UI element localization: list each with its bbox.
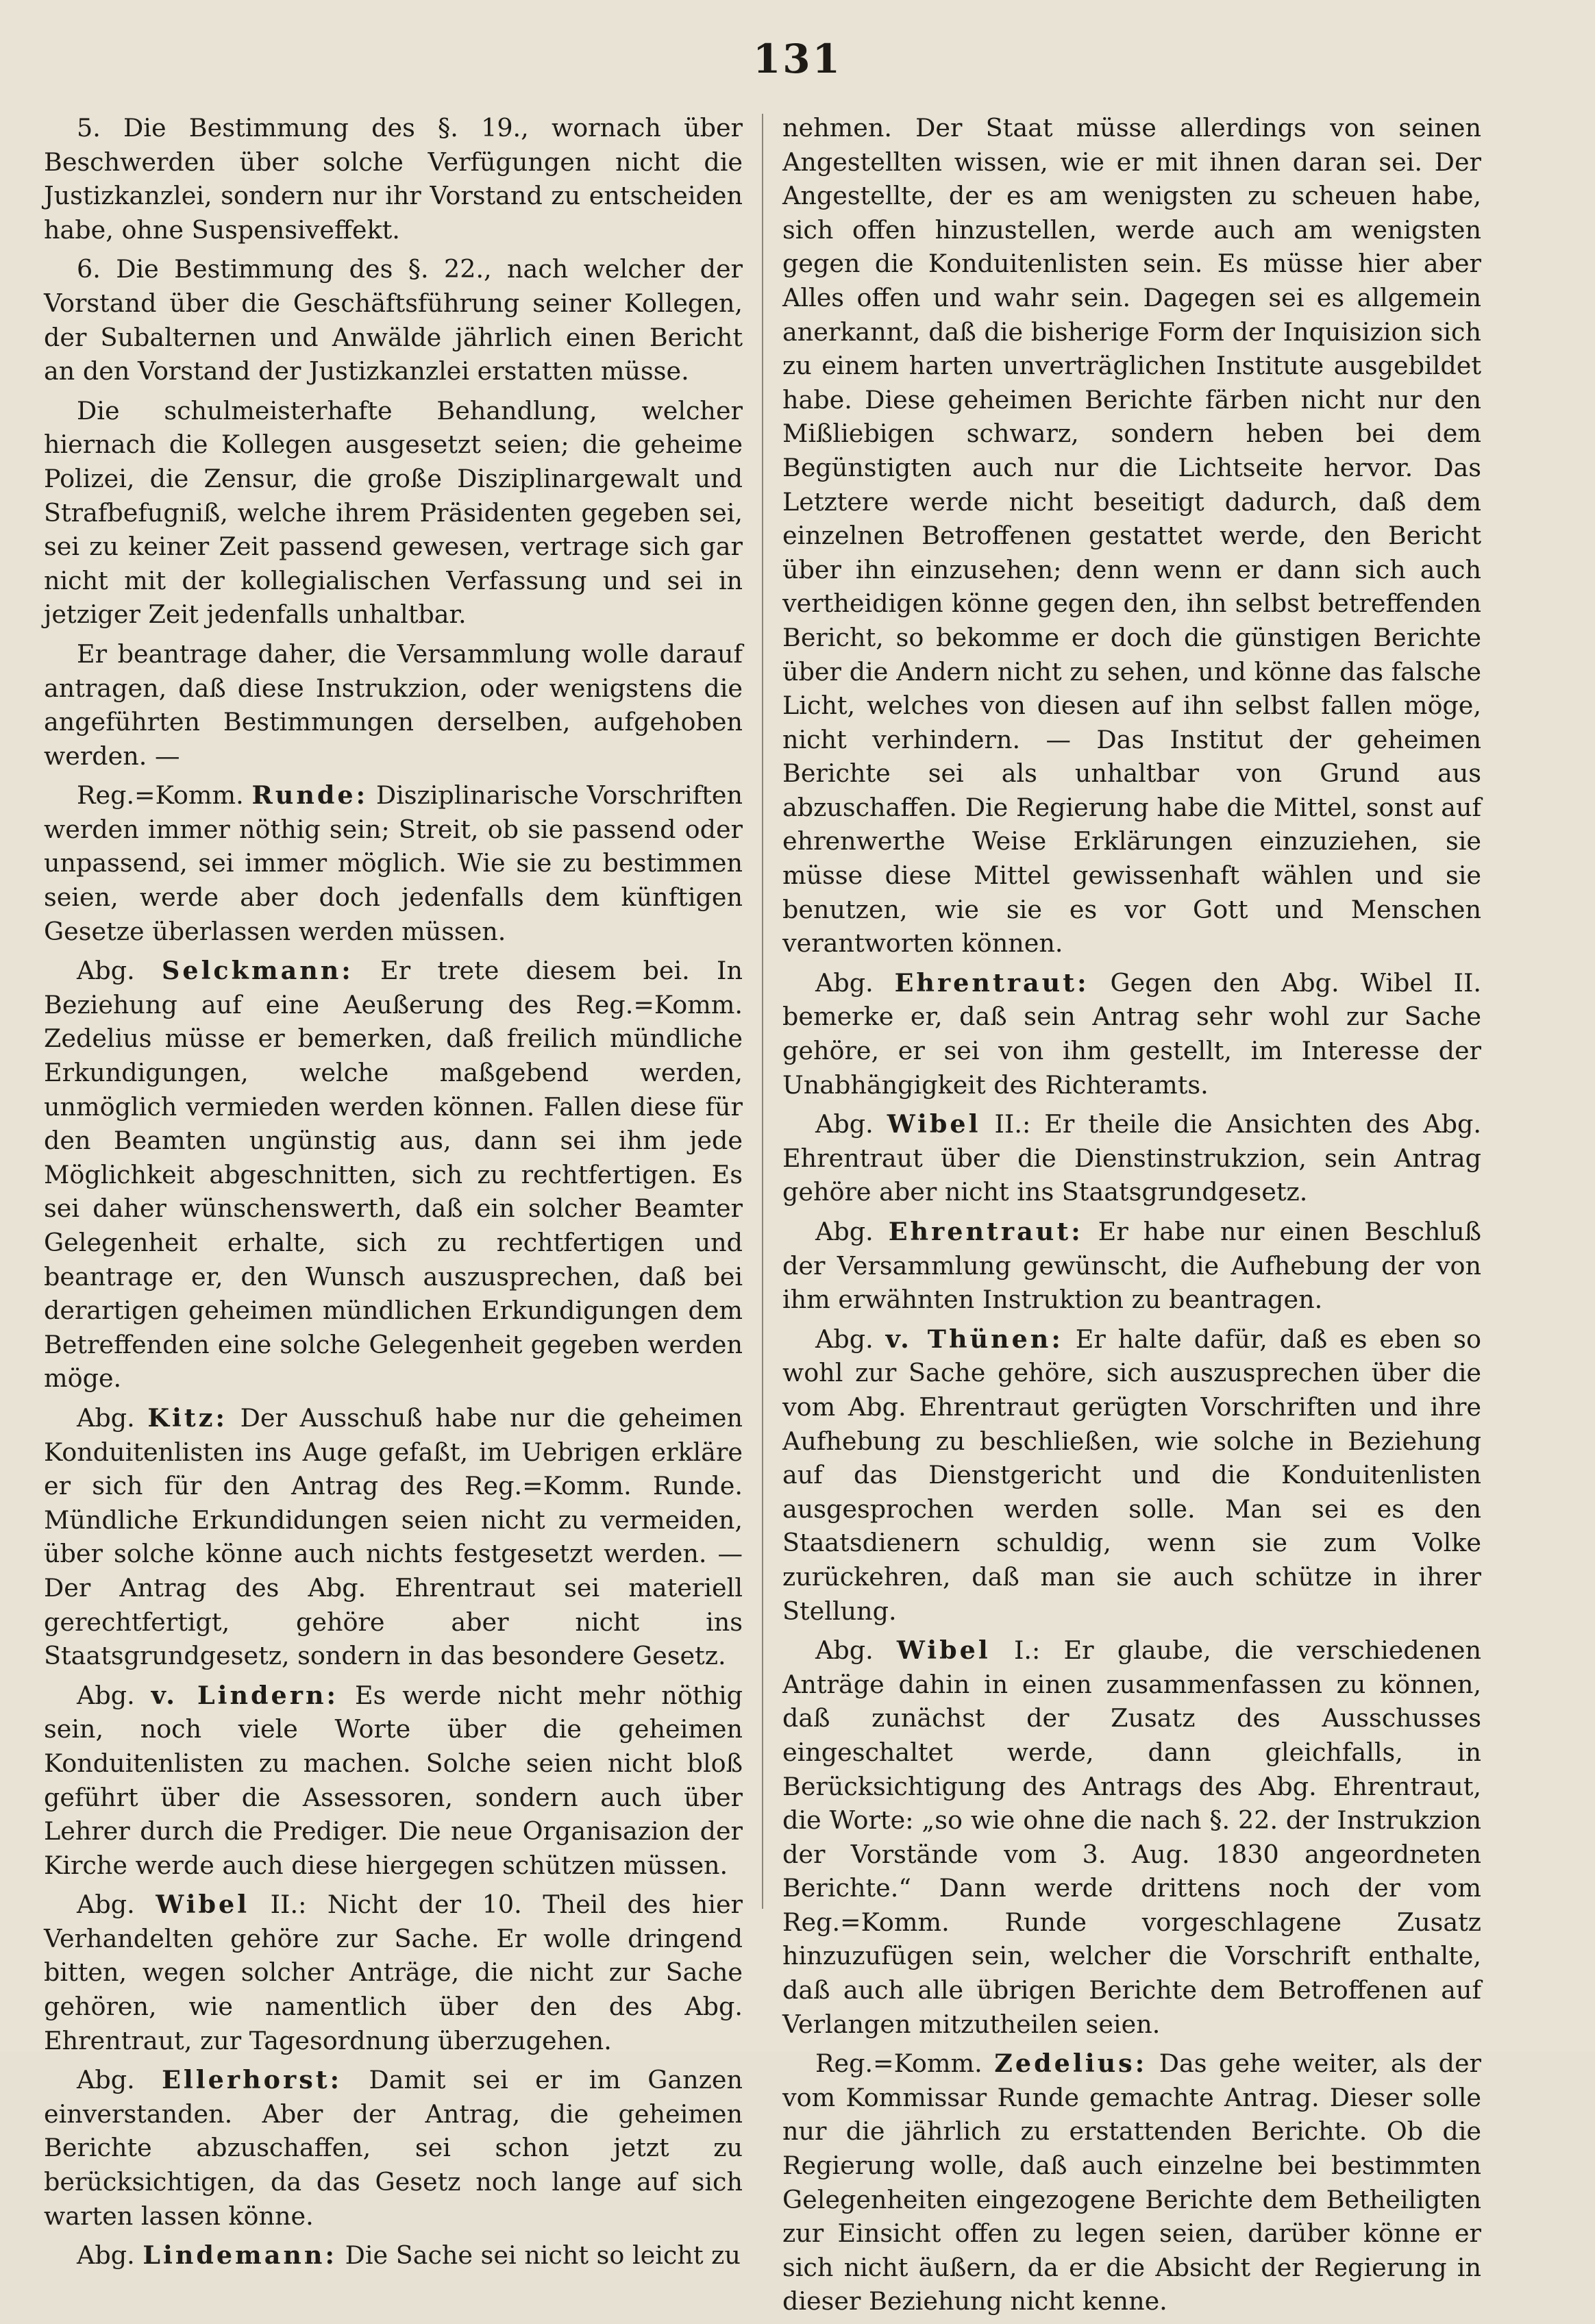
paragraph-text: Er theile die Ansichten des Abg. Ehrentraut über die Dienstinstrukzion, sein Antrag gehöre aber nicht ins Staatsgrundgesetz. (782, 1109, 1481, 1207)
paragraph (44, 1888, 743, 2057)
speaker-name: Runde: (251, 780, 369, 811)
speaker-role: Reg.=Komm. (815, 2049, 982, 2079)
paragraph-text: 5. Die Bestimmung des §. 19., wornach über Beschwerden über solche Verfügungen nicht die Justizkanzlei, sondern nur ihr Vorstand zu entscheiden habe, ohne Suspensiveffekt. (44, 113, 743, 245)
paragraph-text: Damit sei er im Ganzen einverstanden. Aber der Antrag, die geheimen Berichte abzuschaffen, sei schon jetzt zu berücksichtigen, da das Gesetz noch lange auf sich warten lassen könne. (44, 2065, 743, 2231)
paragraph (782, 966, 1481, 1102)
paragraph (44, 2063, 743, 2233)
paragraph (44, 111, 743, 247)
paragraph (782, 1322, 1481, 1628)
paragraph (44, 954, 743, 1396)
paragraph-text: nehmen. Der Staat müsse allerdings von seinen Angestellten wissen, wie er mit ihnen daran sei. Der Angestellte, der es am wenigsten zu scheuen habe, sich offen hinzustellen, werde auch am wenigsten gegen die Konduitenlisten sein. Es müsse hier aber Alles offen und wahr sein. Dagegen sei es allgemein anerkannt, daß die bisherige Form der Inquisizion sich zu einem harten unverträglichen Institute ausgebildet habe. Diese geheimen Berichte färben nicht nur den Mißliebigen schwarz, sondern heben bei dem Begünstigten auch nur die Lichtseite hervor. Das Letztere werde nicht beseitigt dadurch, daß dem einzelnen Betroffenen gestattet werde, den Bericht über ihn einzusehen; denn wenn er dann sich auch vertheidigen könne gegen den, ihn selbst betreffenden Bericht, so bekomme er doch die günstigen Berichte über die Andern nicht zu sehen, und könne das falsche Licht, welches von diesen auf ihn selbst fallen möge, nicht verhindern. — Das Institut der geheimen Berichte sei als unhaltbar von Grund aus abzuschaffen. Die Regierung habe die Mittel, sonst auf ehrenwerthe Weise Erklärungen einzuziehen, sie müsse diese Mittel gewissenhaft wählen und sie benutzen, wie sie es vor Gott und Menschen verantworten können. (782, 113, 1481, 959)
speaker-name: v. Thünen: (885, 1324, 1063, 1354)
paragraph-text: Er habe nur einen Beschluß der Versammlung gewünscht, die Aufhebung der von ihm erwähnten Instruktion zu beantragen. (782, 1217, 1481, 1315)
speaker-role: Abg. (815, 1217, 874, 1246)
paragraph (44, 1679, 743, 1883)
speaker-suffix: II.: (994, 1109, 1031, 1139)
speaker-name: Wibel (156, 1890, 250, 1920)
paragraph-text: Disziplinarische Vorschriften werden immer nöthig sein; Streit, ob sie passend oder unpassend, sei immer möglich. Wie sie zu bestimmen seien, werde aber doch jedenfalls dem künftigen Gesetze überlassen werden müssen. (44, 780, 743, 946)
speaker-role: Abg. (815, 1324, 874, 1354)
paragraph-text: Es werde nicht mehr nöthig sein, noch viele Worte über die geheimen Konduitenlisten zu machen. Solche seien nicht bloß geführt über die Assessoren, sondern auch über Lehrer durch die Prediger. Die neue Organisazion der Kirche werde auch diese hiergegen schützen müssen. (44, 1680, 743, 1880)
speaker-name: v. Lindern: (151, 1680, 338, 1710)
speaker-suffix: I.: (1013, 1635, 1041, 1666)
paragraph (44, 637, 743, 773)
paragraph (782, 2047, 1481, 2319)
paragraph-text: Er halte dafür, daß es eben so wohl zur Sache gehöre, sich auszusprechen über die vom Abg. Ehrentraut gerügten Vorschriften und ihre Aufhebung zu beschließen, wie solche in Beziehung auf das Dienstgericht und die Konduitenlisten ausgesprochen werden solle. Man sei es den Staatsdienern schuldig, wenn sie zum Volke zurückehren, daß man sie auch schütze in ihrer Stellung. (782, 1324, 1481, 1626)
paragraph-text: Nicht der 10. Theil des hier Verhandelten gehöre zur Sache. Er wolle dringend bitten, wegen solcher Anträge, die nicht zur Sache gehören, wie namentlich über den des Abg. Ehrentraut, zur Tagesordnung überzugehen. (44, 1890, 743, 2055)
speaker-name: Lindemann: (143, 2240, 337, 2271)
paragraph (782, 1633, 1481, 2041)
paragraph-text: Er trete diesem bei. In Beziehung auf eine Aeußerung des Reg.=Komm. Zedelius müsse er bemerken, daß freilich mündliche Erkundigungen, welche maßgebend werden, unmöglich vermieden werden können. Fallen diese für den Beamten ungünstig aus, dann sei ihm jede Möglichkeit abgeschnitten, sich zu rechtfertigen. Es sei daher wünschenswerth, daß ein solcher Beamter Gelegenheit erhalte, sich zu rechtfertigen und beantrage er, den Wunsch auszusprechen, daß bei derartigen geheimen mündlichen Erkundigungen dem Betreffenden eine solche Gelegenheit gegeben werden möge. (44, 956, 743, 1394)
left-column (44, 111, 743, 2278)
speaker-role: Abg. (77, 2240, 135, 2271)
speaker-role: Abg. (815, 967, 874, 998)
paragraph-text: Das gehe weiter, als der vom Kommissar Runde gemachte Antrag. Dieser solle nur die jährlich zu erstattenden Berichte. Ob die Regierung wolle, daß auch einzelne bei bestimmten Gelegenheiten eingezogene Berichte dem Betheiligten zur Einsicht offen zu legen seien, darüber könne er sich nicht äußern, da er die Absicht der Regierung in dieser Beziehung nicht kenne. (782, 2049, 1482, 2316)
paragraph-text: Er glaube, die verschiedenen Anträge dahin in einen zusammenfassen zu können, daß zunächst der Zusatz des Ausschusses eingeschaltet werde, dann gleichfalls, in Berücksichtigung des Antrags des Abg. Ehrentraut, die Worte: „so wie ohne die nach §. 22. der Instrukzion der Vorstände vom 3. Aug. 1830 angeordneten Berichte.“ Dann werde drittens noch der vom Reg.=Komm. Runde vorgeschlagene Zusatz hinzuzufügen sein, welcher die Vorschrift enthalte, daß auch alle übrigen Berichte dem Betroffenen auf Verlangen mitzutheilen seien. (782, 1635, 1481, 2039)
speaker-name: Zedelius: (994, 2049, 1148, 2079)
paragraph-text: Die schulmeisterhafte Behandlung, welcher hiernach die Kollegen ausgesetzt seien; die geheime Polizei, die Zensur, die große Disziplinargewalt und Strafbefugniß, welche ihrem Präsidenten gegeben sei, sei zu keiner Zeit passend gewesen, vertrage sich gar nicht mit der kollegialischen Verfassung und sei in jetziger Zeit jedenfalls unhaltbar. (44, 395, 743, 630)
speaker-role: Abg. (77, 956, 135, 986)
speaker-name: Wibel (896, 1635, 991, 1666)
paragraph-text: Er beantrage daher, die Versammlung wolle darauf antragen, daß diese Instrukzion, oder wenigstens die angeführten Bestimmungen derselben, aufgehoben werden. — (44, 639, 743, 771)
speaker-name: Ellerhorst: (162, 2065, 343, 2095)
speaker-role: Abg. (77, 1890, 135, 1920)
speaker-role: Abg. (77, 1402, 135, 1433)
paragraph (44, 2238, 743, 2273)
speaker-role: Abg. (77, 1680, 135, 1710)
speaker-name: Kitz: (147, 1402, 227, 1433)
paragraph (782, 111, 1481, 961)
column-divider (762, 114, 763, 1909)
paragraph-text: Gegen den Abg. Wibel II. bemerke er, daß sein Antrag sehr wohl zur Sache gehöre, er sei von ihm gestellt, im Interesse der Unabhängigkeit des Richteramts. (782, 967, 1481, 1100)
speaker-suffix: II.: (270, 1890, 307, 1920)
speaker-name: Wibel (887, 1109, 981, 1139)
right-column (782, 111, 1481, 2324)
paragraph (44, 252, 743, 388)
paragraph (782, 1215, 1481, 1317)
speaker-role: Reg.=Komm. (77, 780, 244, 811)
speaker-role: Abg. (815, 1635, 874, 1666)
speaker-name: Ehrentraut: (888, 1217, 1083, 1246)
speaker-name: Selckmann: (161, 956, 354, 986)
paragraph (44, 1401, 743, 1673)
speaker-name: Ehrentraut: (894, 967, 1089, 998)
speaker-role: Abg. (815, 1109, 874, 1139)
paragraph-text: Die Sache sei nicht so leicht zu (345, 2240, 741, 2271)
paragraph-text: 6. Die Bestimmung des §. 22., nach welcher der Vorstand über die Geschäftsführung seiner Kollegen, der Subalternen und Anwälde jährlich einen Bericht an den Vorstand der Justizkanzlei erstatten müsse. (44, 254, 743, 386)
speaker-role: Abg. (77, 2065, 135, 2095)
paragraph (782, 1107, 1481, 1209)
paragraph (44, 778, 743, 948)
paragraph (44, 394, 743, 632)
paragraph-text: Der Ausschuß habe nur die geheimen Konduitenlisten ins Auge gefaßt, im Uebrigen erkläre er sich für den Antrag des Reg.=Komm. Runde. Mündliche Erkundidungen seien nicht zu vermeiden, über solche könne auch nichts festgesetzt werden. — Der Antrag des Abg. Ehrentraut sei materiell gerechtfertigt, gehöre aber nicht ins Staatsgrundgesetz, sondern in das besondere Gesetz. (44, 1402, 743, 1671)
page-number: 131 (752, 36, 843, 82)
